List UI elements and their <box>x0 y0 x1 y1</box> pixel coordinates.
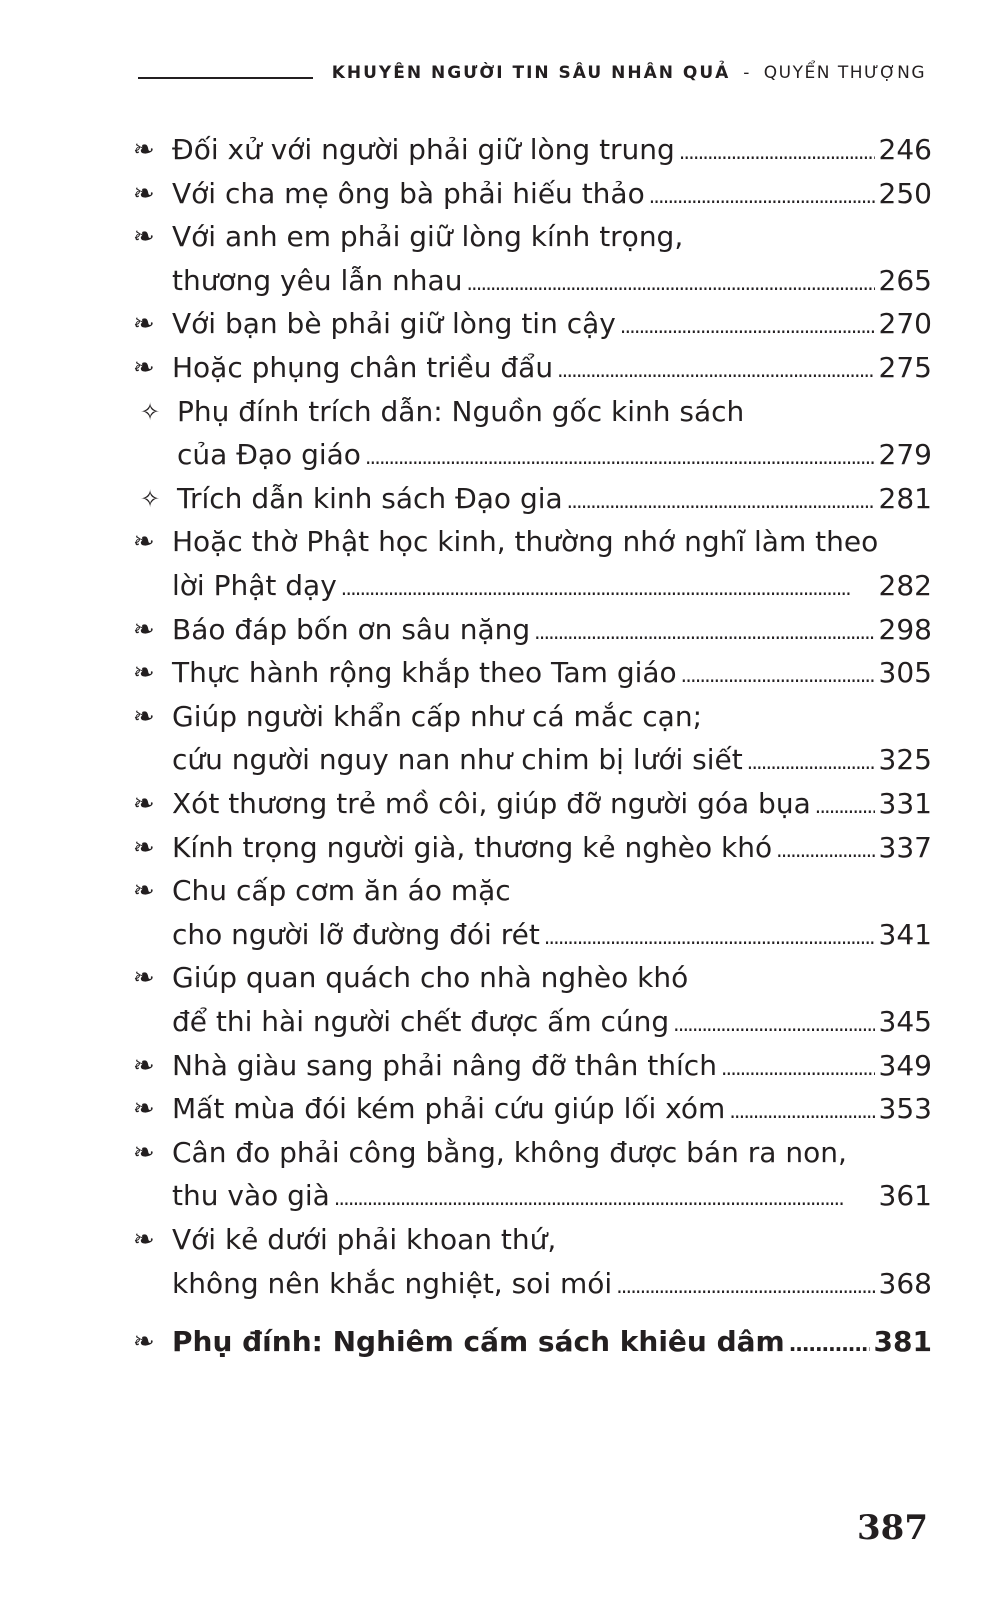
toc-entry-text: Phụ đính trích dẫn: Nguồn gốc kinh sách <box>177 394 745 428</box>
toc-page-number: 250 <box>878 176 932 210</box>
toc-entry-leader-line <box>172 348 932 388</box>
toc-entry-text: Hoặc thờ Phật học kinh, thường nhớ nghĩ làm theo <box>172 525 879 559</box>
floral-bullet-icon: ❧ <box>133 1225 155 1255</box>
toc-entry-leader-line <box>172 304 932 344</box>
toc-entry-leader-line <box>172 1176 932 1216</box>
toc-page-number: 305 <box>878 656 932 690</box>
toc-entry-leader-line <box>172 828 932 868</box>
floral-bullet-icon: ❧ <box>133 1050 155 1081</box>
toc-entry-leader-line <box>172 653 932 693</box>
floral-bullet-icon: ❧ <box>133 135 155 165</box>
toc-page-number: 282 <box>878 568 932 602</box>
toc-entry-text: Trích dẫn kinh sách Đạo gia <box>177 481 563 515</box>
toc-entry-text: không nên khắc nghiệt, soi mói <box>172 1266 613 1300</box>
toc-entry-leader-line <box>177 435 932 475</box>
dot-leader <box>649 174 875 214</box>
toc-page-number: 345 <box>878 1004 932 1038</box>
toc-entry-text: Phụ đính: Nghiêm cấm sách khiêu dâm <box>172 1325 785 1359</box>
dot-leader <box>776 828 874 868</box>
sparkle-bullet-icon: ✧ <box>140 397 161 426</box>
toc-entry-text: cho người lỡ đường đói rét <box>172 917 540 951</box>
dot-leader <box>789 1322 870 1362</box>
toc-entry-leader-line <box>172 740 932 780</box>
toc-entry-text: Giúp quan quách cho nhà nghèo khó <box>172 961 689 995</box>
toc-page-number: 341 <box>878 917 932 951</box>
toc-entry-text: Báo đáp bốn ơn sâu nặng <box>172 612 531 646</box>
toc-entry-text: thu vào già <box>172 1179 330 1213</box>
floral-bullet-icon: ❧ <box>133 701 155 732</box>
toc-entry-leader-line <box>172 174 932 214</box>
toc-entry-leader-line <box>172 130 932 170</box>
toc-page-number: 325 <box>878 743 932 777</box>
toc-entry-text: Nhà giàu sang phải nâng đỡ thân thích <box>172 1048 717 1082</box>
toc-page-number: 275 <box>878 351 932 384</box>
sparkle-bullet-icon: ✧ <box>140 484 161 513</box>
toc-entry-text: Thực hành rộng khắp theo Tam giáo <box>172 656 677 690</box>
toc-entry-text: Chu cấp cơm ăn áo mặc <box>172 874 511 908</box>
floral-bullet-icon: ❧ <box>133 1327 155 1358</box>
floral-bullet-icon: ❧ <box>133 222 155 253</box>
toc-entry-text: Xót thương trẻ mồ côi, giúp đỡ người góa bụa <box>172 787 811 820</box>
toc-entry-text: cứu người nguy nan như chim bị lưới siết <box>172 743 743 777</box>
toc-entry-text: Đối xử với người phải giữ lòng trung <box>172 133 675 166</box>
toc-entry-leader-line <box>172 1046 932 1086</box>
toc-page-number: 361 <box>878 1179 932 1213</box>
floral-bullet-icon: ❧ <box>133 1137 155 1168</box>
header-separator: - <box>743 63 751 83</box>
header-rule <box>138 77 313 79</box>
toc-entry-leader-line <box>172 261 932 301</box>
dot-leader <box>815 784 875 824</box>
toc-entry-text: Giúp người khẩn cấp như cá mắc cạn; <box>172 699 703 733</box>
dot-leader <box>341 566 875 606</box>
dot-leader <box>567 479 875 519</box>
floral-bullet-icon: ❧ <box>133 527 155 558</box>
floral-bullet-icon: ❧ <box>133 832 155 863</box>
toc-entry-text: của Đạo giáo <box>177 438 361 472</box>
toc-page-number: 281 <box>878 481 932 515</box>
dot-leader <box>557 348 874 388</box>
floral-bullet-icon: ❧ <box>133 1094 155 1125</box>
toc-entry-leader-line <box>172 566 932 606</box>
dot-leader <box>721 1046 875 1086</box>
dot-leader <box>620 304 875 344</box>
toc-entry-text: Với kẻ dưới phải khoan thứ, <box>172 1223 557 1256</box>
toc-entry-leader-line <box>172 1264 932 1304</box>
dot-leader <box>365 435 875 475</box>
toc-page-number: 331 <box>878 787 932 820</box>
dot-leader <box>679 130 875 170</box>
toc-entry-leader-line <box>172 1089 932 1129</box>
toc-page-number: 265 <box>878 263 932 297</box>
toc-entry-text: Mất mùa đói kém phải cứu giúp lối xóm <box>172 1092 726 1126</box>
floral-bullet-icon: ❧ <box>133 178 155 209</box>
dot-leader <box>729 1089 874 1129</box>
dot-leader <box>466 261 874 301</box>
toc-entry-text: lời Phật dạy <box>172 568 337 602</box>
toc-page-number: 381 <box>873 1325 932 1359</box>
dot-leader <box>544 915 875 955</box>
dot-leader <box>747 740 875 780</box>
volume-title: QUYỂN THƯỢNG <box>763 63 926 83</box>
floral-bullet-icon: ❧ <box>133 309 155 340</box>
page-number: 387 <box>857 1508 928 1548</box>
dot-leader <box>334 1176 875 1216</box>
dot-leader <box>534 610 874 650</box>
toc-page-number: 246 <box>878 133 932 166</box>
toc-entry-leader-line <box>172 1002 932 1042</box>
floral-bullet-icon: ❧ <box>133 789 155 819</box>
dot-leader <box>681 653 875 693</box>
toc-page-number: 337 <box>878 830 932 864</box>
toc-entry-leader-line <box>177 479 932 519</box>
toc-page-number: 349 <box>878 1048 932 1082</box>
toc-entry-text: để thi hài người chết được ấm cúng <box>172 1004 670 1038</box>
toc-entry-text: Kính trọng người già, thương kẻ nghèo khó <box>172 830 773 864</box>
toc-entry-text: Với cha mẹ ông bà phải hiếu thảo <box>172 176 645 210</box>
toc-entry-leader-line <box>172 784 932 824</box>
toc-entry-leader-line <box>172 1322 932 1362</box>
toc-entry-leader-line <box>172 915 932 955</box>
floral-bullet-icon: ❧ <box>133 353 155 383</box>
floral-bullet-icon: ❧ <box>133 614 155 645</box>
floral-bullet-icon: ❧ <box>133 876 155 907</box>
toc-page-number: 353 <box>878 1092 932 1126</box>
toc-entry-text: Với anh em phải giữ lòng kính trọng, <box>172 220 684 254</box>
floral-bullet-icon: ❧ <box>133 658 155 689</box>
toc-entry-text: Hoặc phụng chân triều đẩu <box>172 351 554 384</box>
toc-page-number: 270 <box>878 307 932 341</box>
dot-leader <box>616 1264 874 1304</box>
dot-leader <box>673 1002 874 1042</box>
toc-entry-text: thương yêu lẫn nhau <box>172 263 463 297</box>
toc-entry-text: Cân đo phải công bằng, không được bán ra non, <box>172 1135 847 1169</box>
book-title: KHUYÊN NGƯỜI TIN SÂU NHÂN QUẢ <box>331 63 731 83</box>
running-header <box>332 63 926 83</box>
toc-entry-leader-line <box>172 610 932 650</box>
toc-entry-text: Với bạn bè phải giữ lòng tin cậy <box>172 307 616 341</box>
floral-bullet-icon: ❧ <box>133 963 155 994</box>
toc-page-number: 298 <box>878 612 932 646</box>
toc-page-number: 368 <box>878 1266 932 1300</box>
toc-page-number: 279 <box>878 438 932 472</box>
